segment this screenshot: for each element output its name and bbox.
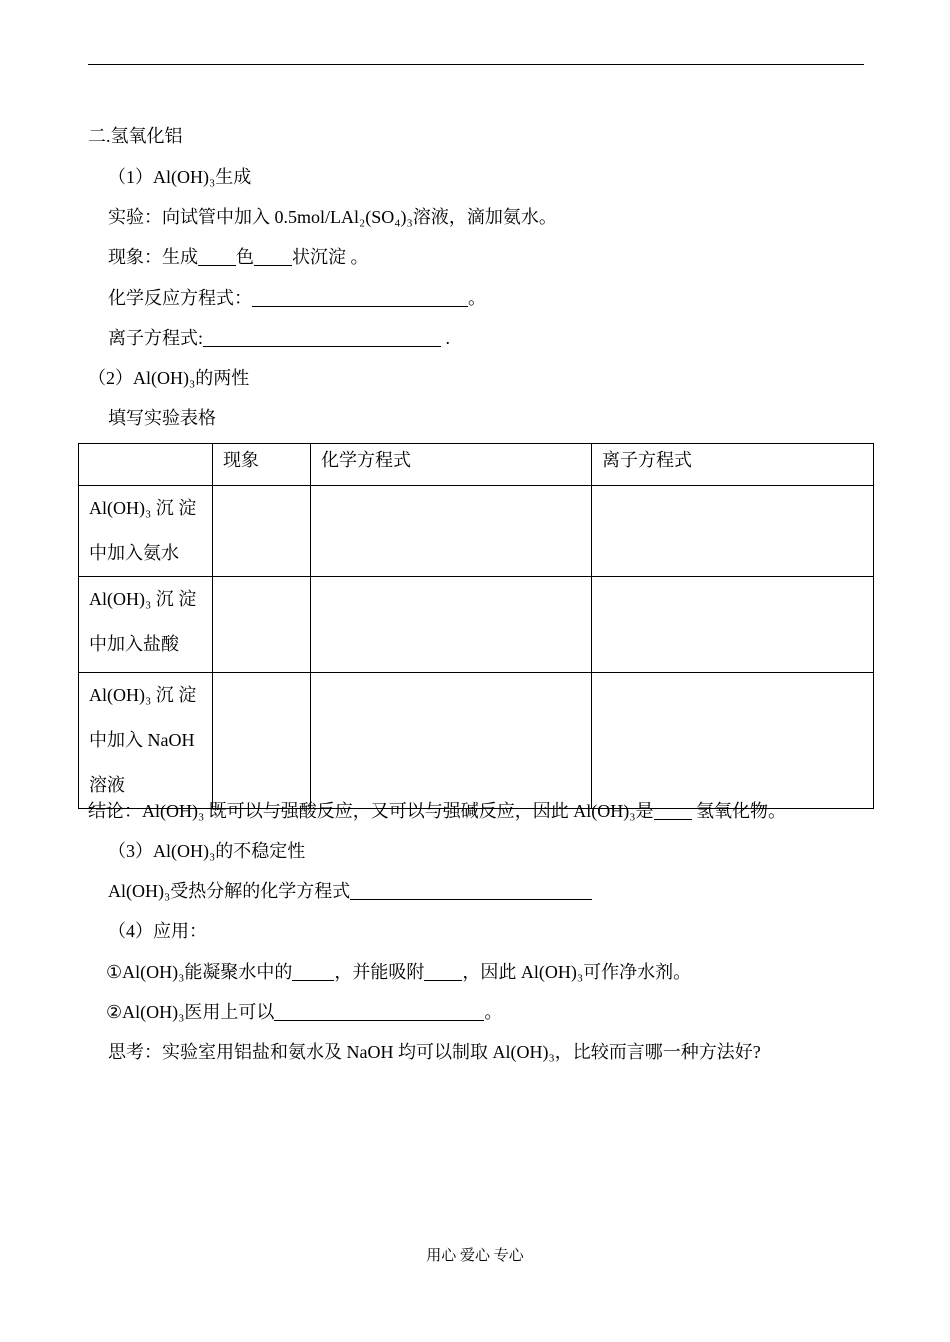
- conclusion-suffix: 氢氧化物。: [691, 801, 787, 821]
- header-phenomenon: 现象: [213, 444, 311, 486]
- row-label-line: 中加入 NaOH: [89, 730, 195, 750]
- row-label-line: Al(OH)₃ 沉 淀: [89, 685, 197, 705]
- item1-suffix: ，因此 Al(OH)₃可作净水剂。: [462, 962, 692, 982]
- phenomenon-prefix: 现象：生成: [108, 247, 198, 267]
- conclusion-blank[interactable]: [654, 801, 692, 820]
- conclusion-line: [88, 799, 786, 823]
- table-row: [79, 673, 874, 809]
- color-blank[interactable]: [198, 247, 236, 266]
- phenomenon-cell[interactable]: [213, 486, 311, 577]
- table-row: [79, 577, 874, 673]
- row-label-line: 溶液: [89, 775, 125, 795]
- page-footer: 用心 爱心 专心: [426, 1248, 524, 1264]
- chem-eq-cell[interactable]: [311, 486, 592, 577]
- ion-eq-suffix: .: [441, 328, 451, 348]
- part4-heading: （4）应用：: [108, 921, 207, 941]
- shape-blank[interactable]: [254, 247, 292, 266]
- chem-eq-label: 化学反应方程式：: [108, 288, 252, 308]
- header-ion-eq: 离子方程式: [592, 444, 874, 486]
- conclusion-prefix: 结论：Al(OH)₃ 既可以与强酸反应，又可以与强碱反应，因此 Al(OH)₃是: [88, 801, 654, 821]
- table-intro: 填写实验表格: [108, 408, 216, 428]
- application-item-2: [106, 1000, 502, 1024]
- row-label: [79, 577, 213, 673]
- item1-middle: ，并能吸附: [334, 962, 425, 982]
- part2-heading: （2）Al(OH)₃的两性: [88, 368, 250, 388]
- row-label: [79, 486, 213, 577]
- ion-eq-cell[interactable]: [592, 577, 874, 673]
- item2-prefix: ②Al(OH)₃医用上可以: [106, 1002, 275, 1022]
- part1-heading: （1）Al(OH)₃生成: [108, 167, 252, 187]
- ion-eq-label: 离子方程式:: [108, 328, 204, 348]
- thinking-question: 思考：实验室用铝盐和氨水及 NaOH 均可以制取 Al(OH)₃，比较而言哪一种方法好?: [108, 1042, 761, 1062]
- ion-eq-cell[interactable]: [592, 673, 874, 809]
- part3-heading: （3）Al(OH)₃的不稳定性: [108, 841, 306, 861]
- ion-eq-cell[interactable]: [592, 486, 874, 577]
- phenomenon-line: [108, 245, 369, 269]
- table-row: [79, 486, 874, 577]
- medical-use-blank[interactable]: [274, 1002, 484, 1021]
- application-item-1: [106, 960, 691, 984]
- experiment-text: 实验：向试管中加入 0.5mol/LAl₂(SO₄)₃溶液，滴加氨水。: [108, 207, 557, 227]
- phenomenon-cell[interactable]: [213, 577, 311, 673]
- phenomenon-cell[interactable]: [213, 673, 311, 809]
- row-label-line: Al(OH)₃ 沉 淀: [89, 589, 197, 609]
- adsorb-blank[interactable]: [424, 962, 462, 981]
- header-rule: [88, 64, 864, 65]
- chem-eq-suffix: 。: [468, 288, 486, 308]
- row-label: [79, 673, 213, 809]
- experiment-table: [78, 443, 874, 809]
- header-chem-eq: 化学方程式: [311, 444, 592, 486]
- decomposition-label: Al(OH)₃受热分解的化学方程式: [108, 881, 351, 901]
- item1-prefix: ①Al(OH)₃能凝聚水中的: [106, 962, 293, 982]
- coagulate-blank[interactable]: [292, 962, 334, 981]
- chem-eq-cell[interactable]: [311, 577, 592, 673]
- section-title: 二.氢氧化铝: [88, 126, 183, 146]
- phenomenon-suffix: 状沉淀 。: [292, 247, 369, 267]
- item2-suffix: 。: [484, 1002, 503, 1022]
- row-label-line: Al(OH)₃ 沉 淀: [89, 498, 197, 518]
- chem-eq-cell[interactable]: [311, 673, 592, 809]
- header-blank-cell: [79, 444, 213, 486]
- row-label-line: 中加入氨水: [89, 543, 179, 563]
- ion-eq-line: [108, 326, 450, 350]
- row-label-line: 中加入盐酸: [89, 634, 179, 654]
- ion-eq-blank[interactable]: [203, 328, 441, 347]
- decomposition-blank[interactable]: [350, 881, 592, 900]
- phenomenon-middle: 色: [236, 247, 254, 267]
- chem-eq-blank[interactable]: [252, 288, 468, 307]
- decomposition-line: [108, 879, 592, 903]
- table-header-row: [79, 444, 874, 486]
- chem-eq-line: [108, 286, 486, 310]
